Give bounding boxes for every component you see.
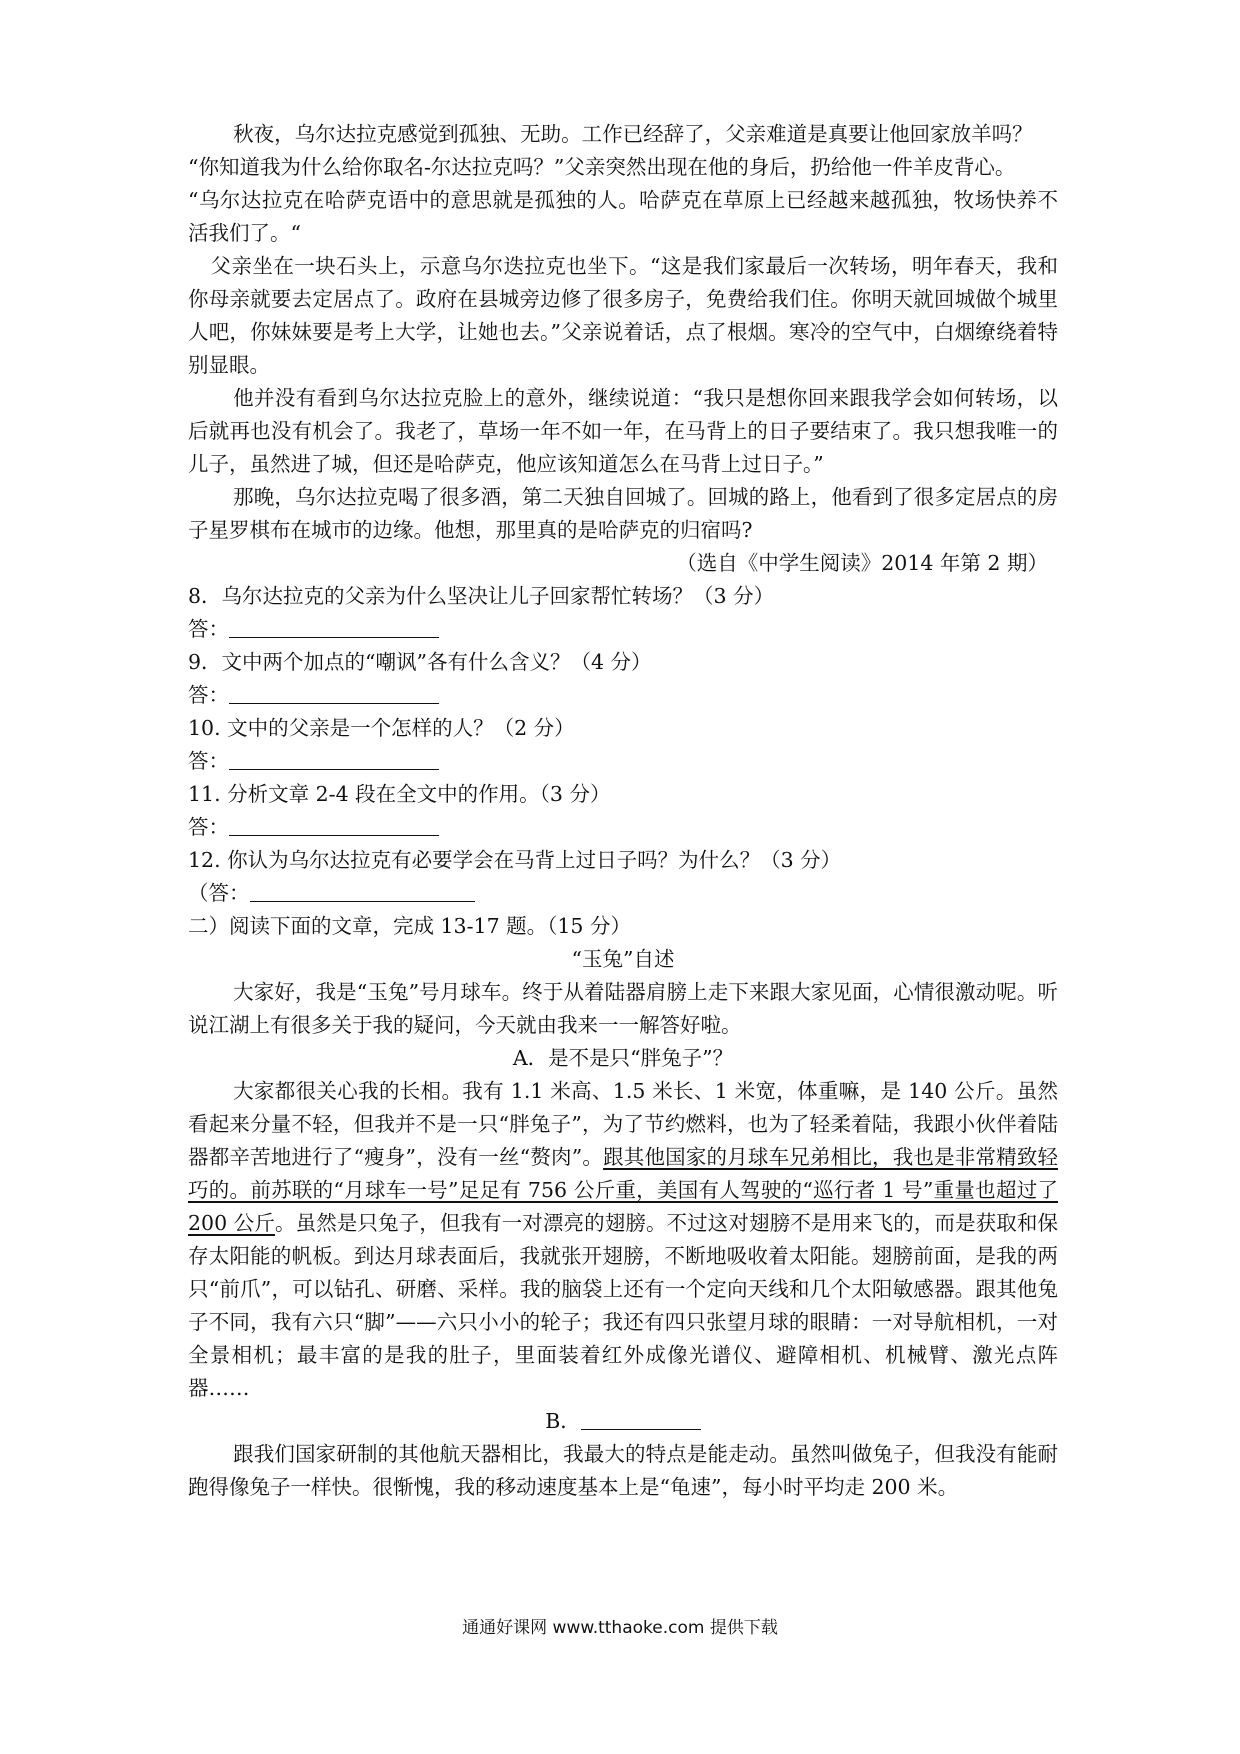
answer-blank[interactable] (229, 681, 439, 704)
answer-label: （答： (188, 881, 250, 905)
story-paragraph-4: 父亲坐在一块石头上，示意乌尔迭拉克也坐下。“这是我们家最后一次转场，明年春天，我和你母亲就要去定居点了。政府在县城旁边修了很多房子，免费给我们住。你明天就回城做个城里人吧，你妹妹要是考上大学，让她也去。”父亲说着话，点了根烟。寒冷的空气中，白烟缭绕着特别显眼。 (188, 254, 1058, 377)
paragraph-b: 跟我们国家研制的其他航天器相比，我最大的特点是能走动。虽然叫做兔子，但我没有能耐跑得像兔子一样快。很惭愧，我的移动速度基本上是“龟速”，每小时平均走 200 米。 (188, 1442, 1058, 1499)
answer-blank[interactable] (229, 813, 439, 836)
answer-label: 答： (188, 815, 229, 839)
question-text: 8．乌尔达拉克的父亲为什么坚决让儿子回家帮忙转场？（3 分） (188, 584, 775, 608)
question-11 (188, 778, 1058, 844)
article-intro: 大家好，我是“玉兔”号月球车。终于从着陆器肩膀上走下来跟大家见面，心情很激动呢。听说江湖上有很多关于我的疑问，今天就由我来一一解答好啦。 (188, 980, 1058, 1037)
answer-blank[interactable] (229, 747, 439, 770)
subheading-b-label: B． (545, 1409, 581, 1433)
question-10 (188, 712, 1058, 778)
question-8 (188, 580, 1058, 646)
question-text: 12. 你认为乌尔达拉克有必要学会在马背上过日子吗？为什么？（3 分） (188, 848, 842, 872)
subheading-a: A．是不是只“胖兔子”？ (512, 1046, 734, 1070)
answer-label: 答： (188, 749, 229, 773)
question-9 (188, 646, 1058, 712)
story-paragraph-2: “你知道我为什么给你取名-尔达拉克吗？”父亲突然出现在他的身后，扔给他一件羊皮背心。 (188, 155, 1016, 179)
story-paragraph-3: “乌尔达拉克在哈萨克语中的意思就是孤独的人。哈萨克在草原上已经越来越孤独，牧场快养不活我们了。“ (188, 188, 1058, 245)
subheading-b (188, 1405, 1058, 1438)
subheading-b-blank[interactable] (581, 1407, 701, 1430)
question-text: 11. 分析文章 2-4 段在全文中的作用。（3 分） (188, 782, 611, 806)
answer-blank[interactable] (250, 879, 475, 902)
story-source: （选自《中学生阅读》2014 年第 2 期） (676, 551, 1048, 575)
underlined-sentence: 跟其他国家的月球车兄弟相比，我也是非常精致轻巧的。前苏联的“月球车一号”足足有 756 公斤重，美国有人驾驶的“巡行者 1 号”重量也超过了 200 公斤 (188, 1145, 1059, 1235)
exam-page (188, 118, 1058, 1504)
paragraph-a-part-2: 。虽然是只兔子，但我有一对漂亮的翅膀。不过这对翅膀不是用来飞的，而是获取和保存太阳能的帆板。到达月球表面后，我就张开翅膀，不断地吸收着太阳能。翅膀前面，是我的两只“前爪”，可以钻孔、研磨、采样。我的脑袋上还有一个定向天线和几个太阳敏感器。跟其他兔子不同，我有六只“脚”——六只小小的轮子；我还有四只张望月球的眼睛：一对导航相机，一对全景相机；最丰富的是我的肚子，里面装着红外成像光谱仪、避障相机、机械臂、激光点阵器…… (188, 1211, 1059, 1400)
section-2-heading: 二）阅读下面的文章，完成 13-17 题。（15 分） (188, 914, 631, 938)
article-title: “玉兔”自述 (571, 947, 675, 971)
answer-blank[interactable] (229, 615, 439, 638)
answer-label: 答： (188, 617, 229, 641)
paragraph-a (188, 1075, 1058, 1405)
story-paragraph-5: 他并没有看到乌尔达拉克脸上的意外，继续说道：“我只是想你回来跟我学会如何转场，以后就再也没有机会了。我老了，草场一年不如一年，在马背上的日子要结束了。我只想我唯一的儿子，虽然进了城，但还是哈萨克，他应该知道怎么在马背上过日子。” (188, 386, 1058, 476)
story-paragraph-6: 那晚，乌尔达拉克喝了很多酒，第二天独自回城了。回城的路上，他看到了很多定居点的房子星罗棋布在城市的边缘。他想，那里真的是哈萨克的归宿吗? (188, 485, 1058, 542)
question-text: 9．文中两个加点的“嘲讽”各有什么含义？（4 分） (188, 650, 652, 674)
question-12 (188, 844, 1058, 910)
question-text: 10. 文中的父亲是一个怎样的人？（2 分） (188, 716, 575, 740)
paragraph-a-part-1: 大家都很关心我的长相。我有 1.1 米高、1.5 米长、1 米宽，体重嘛，是 140 公斤。虽然看起来分量不轻，但我并不是一只“胖兔子”，为了节约燃料，也为了轻柔着陆，我跟小伙伴着陆器都辛苦地进行了“瘦身”，没有一丝“赘肉”。 (188, 1079, 1058, 1169)
answer-label: 答： (188, 683, 229, 707)
page-footer: 通通好课网 www.tthaoke.com 提供下载 (462, 1618, 778, 1638)
story-paragraph-1: 秋夜，乌尔达拉克感觉到孤独、无助。工作已经辞了，父亲难道是真要让他回家放羊吗？ (233, 122, 1033, 146)
